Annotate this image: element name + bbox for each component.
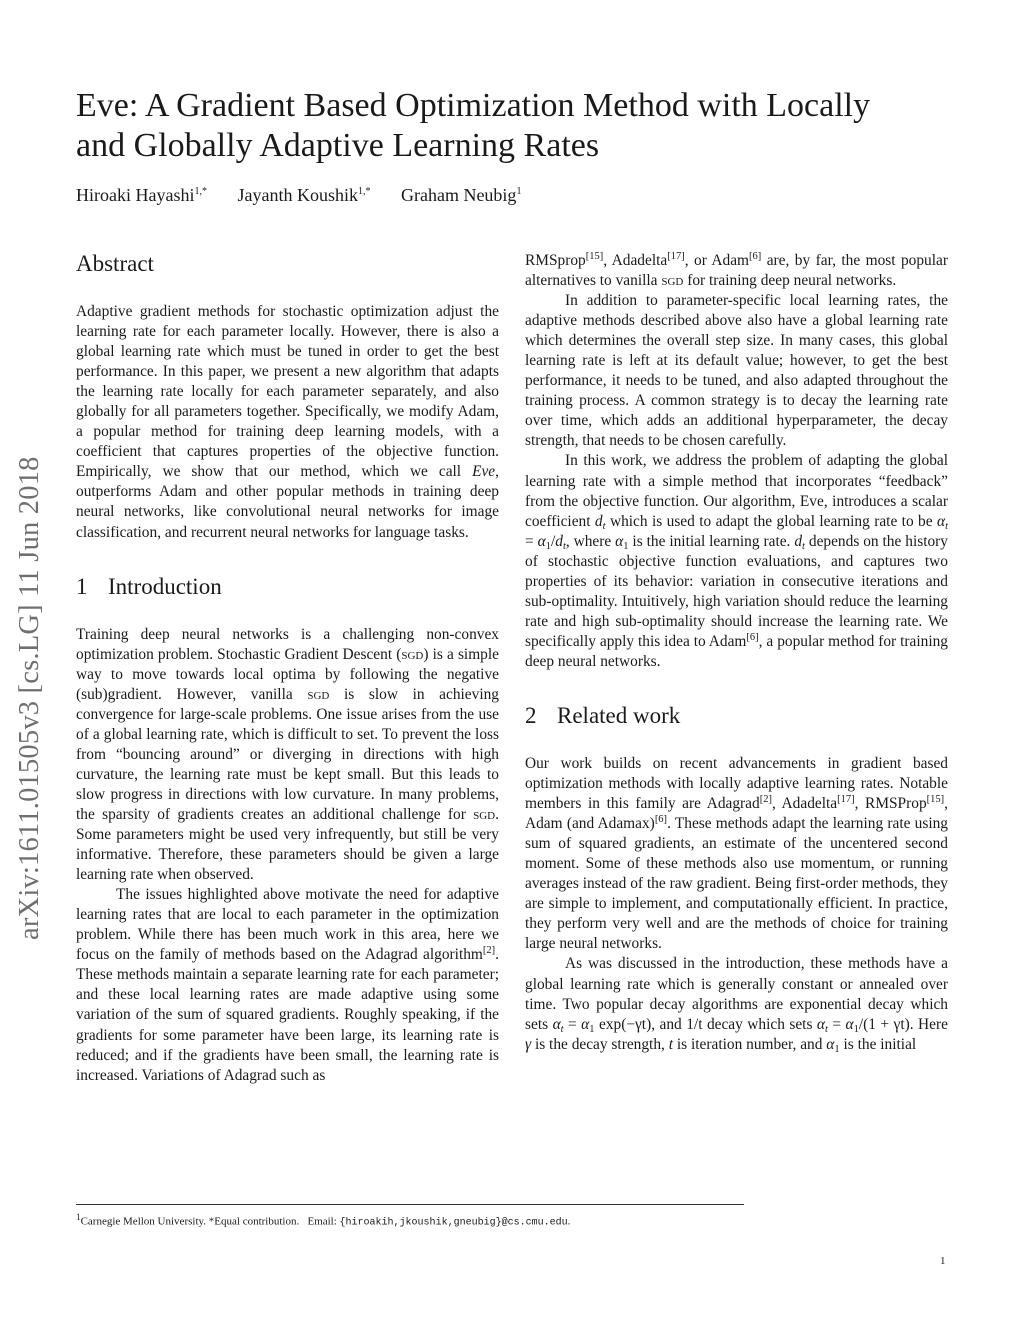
text-run: is the decay strength, — [534, 1035, 665, 1053]
math-subscript: 1 — [853, 1023, 859, 1035]
section-number: 1 — [76, 573, 88, 599]
author-affiliation-mark: 1,* — [194, 186, 207, 197]
footnote-divider — [76, 1204, 744, 1205]
citation[interactable]: [2] — [482, 945, 496, 957]
text-run: for training deep neural networks. — [687, 272, 897, 290]
math-gamma: γ — [525, 1035, 532, 1053]
math-subscript: t — [562, 540, 566, 552]
math-alpha: α — [615, 532, 624, 550]
text-run: Our work builds on recent advancements in gradient based optimization methods with locally adaptive learning rates. Notable members in this family are Adagrad — [525, 754, 948, 813]
section-title: Related work — [557, 702, 681, 728]
text-run: , a popular method for training deep neural networks. — [525, 632, 948, 670]
math-alpha: α — [581, 1015, 590, 1033]
footnote-end: . — [567, 1215, 571, 1228]
footnote-email[interactable]: {hiroakih,jkoushik,gneubig}@cs.cmu.edu — [339, 1217, 568, 1229]
math-slash: / — [550, 532, 556, 550]
title-line-1: Eve: A Gradient Based Optimization Method with Locally — [76, 87, 871, 124]
title-line-2: and Globally Adaptive Learning Rates — [76, 127, 600, 164]
citation[interactable]: [2] — [759, 794, 772, 806]
right-paragraph-1 — [525, 251, 948, 291]
right-paragraph-3 — [525, 451, 948, 672]
footnote-email-label: Email: — [307, 1215, 337, 1228]
citation[interactable]: [15] — [926, 794, 945, 806]
math-alpha: α — [537, 532, 546, 550]
text-run: ) is a simple way to move towards local optima by following the negative (sub)gradient. However, vanilla — [76, 645, 499, 703]
abstract-text-end: , outperforms Adam and other popular methods in training deep neural networks, like convolutional neural networks for image classification, and recurrent neural networks for language tasks. — [76, 463, 499, 541]
math-equals: = — [827, 1015, 846, 1033]
text-run: is slow in achieving convergence for large-scale problems. One issue arises from the use of a global learning rate, which is difficult to set. To prevent the loss from “bouncing around” or diverging in directions with high curvature, the learning rate must be kept small. But this leads to slow progress in directions with low curvature. In many problems, the sparsity of gradients creates an additional challenge for — [76, 685, 500, 823]
text-run: Training deep neural networks is a challenging non-convex optimization problem. Stochastic Gradient Descent ( — [76, 625, 499, 663]
intro-paragraph-1 — [76, 625, 499, 886]
footnote-mark: 1 — [76, 1212, 81, 1222]
text-run: , Adam (and Adamax) — [525, 795, 948, 833]
math-subscript: 1 — [623, 540, 629, 552]
section-number: 2 — [525, 702, 537, 728]
text-run: . Some parameters might be used very infrequently, but still be very informative. Therefore, these parameters should be given a large learning rate when observed. — [76, 805, 499, 884]
math-subscript: 1 — [834, 1043, 840, 1055]
math-inverse-decay: /(1 + γt) — [858, 1015, 910, 1033]
text-run: , RMSProp — [854, 795, 927, 813]
citation[interactable]: [6] — [654, 814, 668, 826]
author-affiliation-mark: 1 — [516, 186, 522, 197]
author — [401, 185, 521, 206]
text-run: RMSprop — [525, 252, 586, 269]
math-subscript: t — [602, 520, 606, 532]
citation[interactable]: [15] — [585, 251, 604, 262]
text-run: decay which sets — [706, 1015, 813, 1033]
section-title: Introduction — [108, 573, 222, 599]
abstract-heading: Abstract — [76, 251, 154, 276]
author-name: Jayanth Koushik — [237, 185, 358, 205]
math-alpha: α — [936, 512, 946, 530]
author — [237, 185, 370, 206]
text-run: . These methods adapt the learning rate using sum of squared gradients, an estimate of the uncentered second moment. Some of these methods also use momentum, or running averages instead of the raw gradient. Being first-order methods, they are simple to implement, and computationally efficient. In practice, they perform very well and are the methods of choice for training large neural networks. — [525, 815, 948, 953]
section-heading-related-work — [525, 702, 948, 730]
abstract-text: Adaptive gradient methods for stochastic optimization adjust the learning rate for each parameter locally. However, there is also a global learning rate which must be tuned in order to get the best performance. In this paper, we present a new algorithm that adapts the learning rate locally for each parameter separately, and also globally for all parameters together. Specifically, we modify Adam, a popular method for training deep learning models, with a coefficient that captures properties of the objective function. Empirically, we show that our method, which we call — [76, 303, 499, 481]
math-t: t — [668, 1035, 674, 1053]
text-run: The issues highlighted above motivate the need for adaptive learning rates that are local to each parameter in the optimization problem. While there has been much work in this area, here we focus on the family of methods based on the Adagrad algorithm — [76, 886, 499, 964]
math-subscript: 1 — [545, 540, 551, 552]
abstract-paragraph — [76, 302, 499, 543]
text-run: As was discussed in the introduction, these methods have a global learning rate which is generally constant or annealed over time. Two popular decay algorithms are exponential decay which sets — [525, 955, 948, 1033]
math-one-over-t: 1/t — [686, 1015, 703, 1033]
sgd-acronym: sgd — [307, 685, 330, 703]
right-column — [525, 251, 948, 1055]
text-run: which is used to adapt the global learning rate to be — [609, 512, 933, 530]
math-d: d — [555, 532, 563, 550]
math-subscript: t — [825, 1023, 828, 1035]
text-run: In this work, we address the problem of adapting the global learning rate with a simple method that incorporates “feedback” from the objective function. Our algorithm, Eve, introduces a scalar coefficient — [525, 452, 948, 530]
related-paragraph-2 — [525, 954, 948, 1054]
math-subscript: t — [802, 540, 805, 552]
eve-emphasis: Eve — [472, 463, 496, 481]
author-name: Graham Neubig — [400, 185, 517, 205]
left-column — [76, 250, 499, 1086]
author — [76, 185, 207, 206]
citation[interactable]: [17] — [667, 251, 685, 262]
section-heading-introduction — [76, 573, 499, 601]
sgd-acronym: sgd — [473, 805, 496, 823]
math-equals: = — [525, 532, 538, 550]
citation[interactable]: [17] — [837, 794, 855, 806]
citation[interactable]: [6] — [746, 631, 759, 643]
author-list — [76, 185, 547, 206]
math-equals: = — [563, 1015, 582, 1033]
paper-title — [76, 86, 956, 166]
text-run: is iteration number, and — [676, 1035, 823, 1053]
author-affiliation-mark: 1,* — [357, 186, 371, 197]
math-alpha: α — [826, 1035, 835, 1053]
math-alpha: α — [845, 1015, 854, 1033]
math-subscript: 1 — [589, 1023, 595, 1035]
text-run: is the initial learning rate. — [632, 532, 791, 550]
page-number: 1 — [940, 1255, 946, 1267]
author-name: Hiroaki Hayashi — [76, 185, 195, 205]
text-run: . These methods maintain a separate learning rate for each parameter; and these local learning rates are made adaptive using some variation of the sum of squared gradients. Roughly speaking, if the gradients for some parameter have been large, its learning rate is reduced; and if the gradients have been small, the learning rate is increased. Variations of Adagrad such as — [76, 946, 499, 1084]
math-d: d — [594, 512, 603, 530]
text-run: , and — [651, 1015, 682, 1033]
sgd-acronym: sgd — [661, 272, 684, 290]
text-run: , where — [565, 532, 612, 550]
text-run: , or Adam — [684, 252, 750, 269]
text-run: is the initial — [843, 1035, 917, 1053]
math-alpha: α — [552, 1015, 561, 1033]
text-run: are, by far, the most popular alternatives to vanilla — [525, 252, 948, 290]
text-run: , Adadelta — [771, 795, 838, 813]
footnote-text: Carnegie Mellon University. *Equal contribution. — [80, 1215, 300, 1228]
sgd-acronym: sgd — [401, 645, 424, 663]
intro-paragraph-2 — [76, 885, 499, 1085]
math-subscript: t — [560, 1023, 564, 1035]
text-run: depends on the history of stochastic objective function evaluations, and captures two properties of its behavior: variation in consecutive iterations and sub-optimality. Intuitively, high variation should reduce the learning rate and high sub-optimality should increase the learning rate. We specifically apply this idea to Adam — [525, 532, 949, 650]
footnote — [76, 1212, 570, 1229]
math-subscript: t — [945, 520, 948, 532]
text-run: . Here — [909, 1015, 948, 1033]
related-paragraph-1 — [525, 754, 948, 954]
math-exp: exp(−γt) — [598, 1015, 652, 1033]
citation[interactable]: [6] — [749, 251, 762, 262]
right-paragraph-2: In addition to parameter-specific local learning rates, the adaptive methods described above also have a global learning rate which determines the overall step size. In many cases, this global learning rate is left at its default value; however, to get the best performance, it needs to be tuned, and also adapted throughout the training process. A common strategy is to decay the learning rate over time, which adds an additional hyperparameter, the decay strength, that needs to be chosen carefully. — [525, 292, 948, 450]
math-d: d — [794, 532, 803, 550]
arxiv-side-stamp: arXiv:1611.01505v3 [cs.LG] 11 Jun 2018 — [14, 456, 45, 940]
math-alpha: α — [816, 1015, 825, 1033]
text-run: , Adadelta — [603, 252, 668, 269]
